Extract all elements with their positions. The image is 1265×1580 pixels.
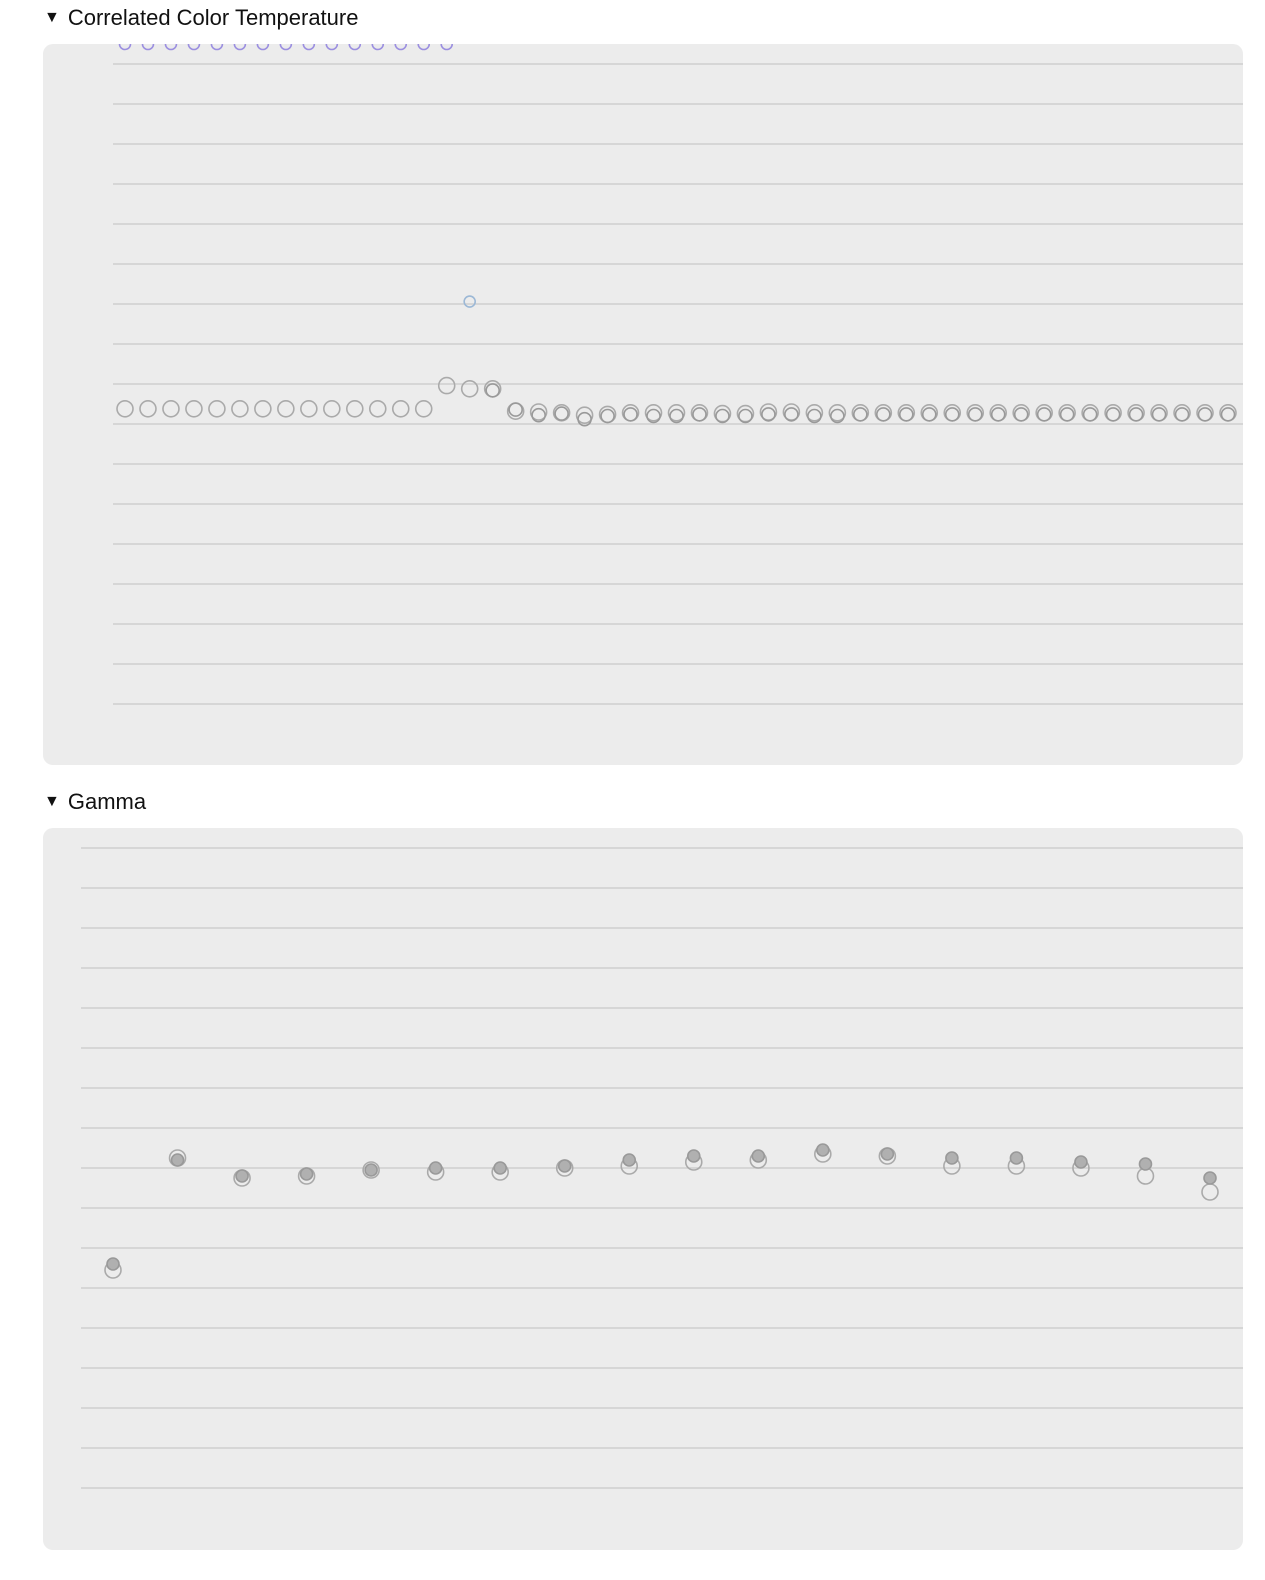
data-point [1130, 408, 1143, 421]
data-point [142, 44, 153, 50]
data-point [739, 410, 752, 423]
data-point [923, 408, 936, 421]
data-point [817, 1144, 829, 1156]
data-point [462, 381, 478, 397]
data-point [232, 401, 248, 417]
data-point [1084, 408, 1097, 421]
data-point [693, 408, 706, 421]
cct-section-title: Correlated Color Temperature [67, 5, 359, 30]
data-point [120, 44, 131, 50]
gamma-section-title: Gamma [67, 789, 147, 814]
data-point [946, 408, 959, 421]
cct-chart-panel [43, 44, 1243, 765]
data-point [140, 401, 156, 417]
data-point [1061, 408, 1074, 421]
data-point [494, 1162, 506, 1174]
data-point [1153, 408, 1166, 421]
data-point [1204, 1172, 1216, 1184]
data-point [326, 44, 337, 50]
data-point [1139, 1158, 1151, 1170]
data-point [416, 401, 432, 417]
data-point [107, 1258, 119, 1270]
data-point [1038, 408, 1051, 421]
data-point [881, 1148, 893, 1160]
data-point [785, 408, 798, 421]
data-point [393, 401, 409, 417]
data-point [877, 408, 890, 421]
data-point [559, 1160, 571, 1172]
data-point [716, 410, 729, 423]
data-point [464, 296, 475, 307]
data-point [418, 44, 429, 50]
data-point [301, 401, 317, 417]
gamma-chart [43, 828, 1243, 1550]
data-point [257, 44, 268, 50]
data-point [509, 403, 522, 416]
data-point [280, 44, 291, 50]
data-point [255, 401, 271, 417]
data-point [688, 1150, 700, 1162]
data-point [372, 44, 383, 50]
gamma-chart-panel [43, 828, 1243, 1550]
data-point [623, 1154, 635, 1166]
data-point [1199, 408, 1212, 421]
data-point [303, 44, 314, 50]
data-point [172, 1154, 184, 1166]
data-point [163, 401, 179, 417]
data-point [486, 384, 499, 397]
data-point [946, 1152, 958, 1164]
data-point [278, 401, 294, 417]
data-point [1222, 408, 1235, 421]
data-point [370, 401, 386, 417]
data-point [165, 44, 176, 50]
data-point [900, 408, 913, 421]
data-point [117, 401, 133, 417]
data-point [555, 407, 568, 420]
collapse-triangle-icon: ▼ [44, 793, 60, 810]
data-point [301, 1168, 313, 1180]
data-point [1107, 408, 1120, 421]
data-point [236, 1170, 248, 1182]
data-point [601, 410, 614, 423]
data-point [1075, 1156, 1087, 1168]
cct-section-header[interactable] [44, 5, 358, 31]
data-point [1010, 1152, 1022, 1164]
data-point [188, 44, 199, 50]
gamma-section-header[interactable] [44, 789, 146, 815]
data-point [752, 1150, 764, 1162]
data-point [430, 1162, 442, 1174]
collapse-triangle-icon: ▼ [44, 9, 60, 26]
data-point [624, 408, 637, 421]
cct-chart [43, 44, 1243, 765]
data-point [439, 378, 455, 394]
data-point [349, 44, 360, 50]
data-point [1176, 408, 1189, 421]
data-point [365, 1164, 377, 1176]
data-point [209, 401, 225, 417]
data-point [234, 44, 245, 50]
data-point [211, 44, 222, 50]
data-point [186, 401, 202, 417]
data-point [324, 401, 340, 417]
data-point [969, 408, 982, 421]
data-point [992, 408, 1005, 421]
data-point [762, 408, 775, 421]
data-point [1202, 1184, 1218, 1200]
data-point [854, 408, 867, 421]
data-point [347, 401, 363, 417]
data-point [1015, 408, 1028, 421]
data-point [441, 44, 452, 50]
data-point [395, 44, 406, 50]
